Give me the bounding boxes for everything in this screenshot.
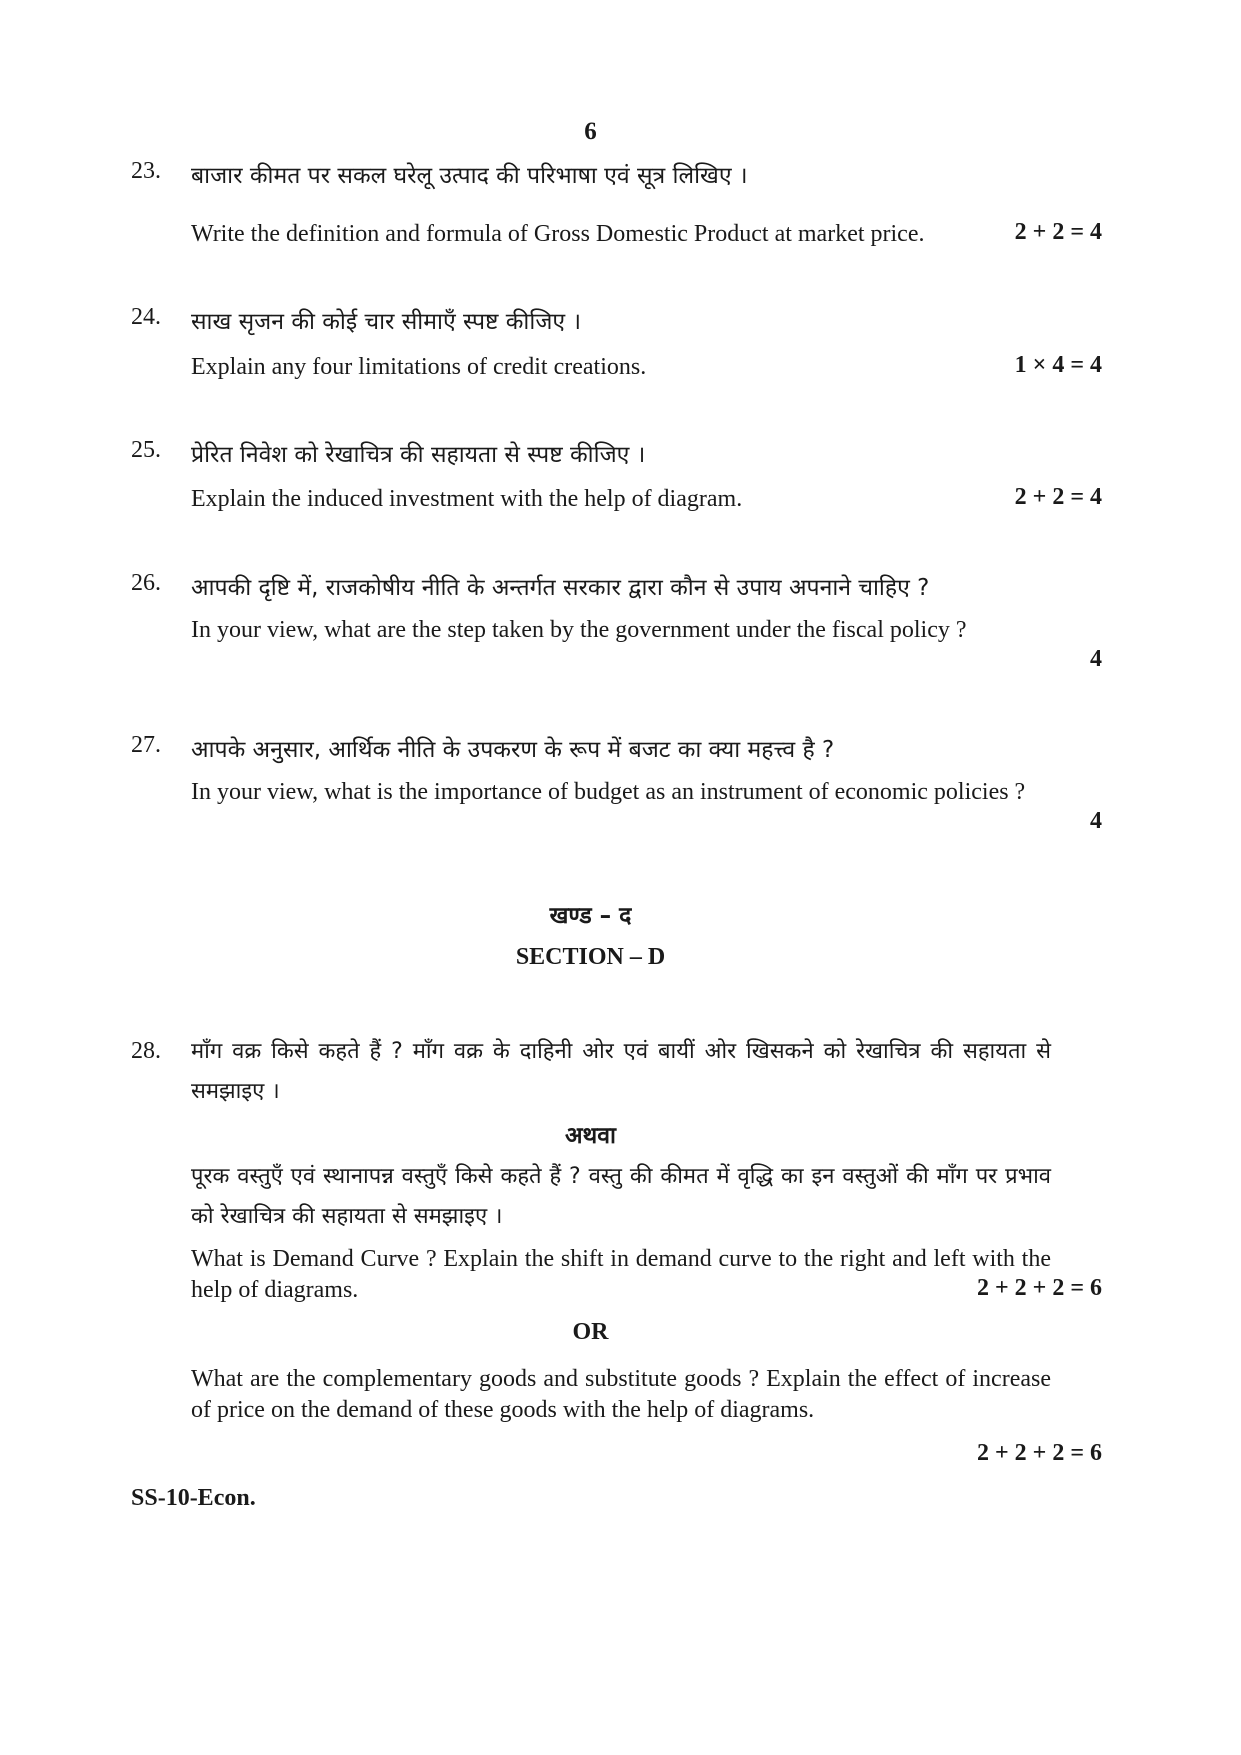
question-number-27: 27. (131, 732, 161, 758)
question-number-24: 24. (131, 304, 161, 330)
paper-code: SS-10-Econ. (131, 1485, 256, 1511)
question-27-english: In your view, what is the importance of budget as an instrument of economic policies ? (191, 779, 1026, 805)
question-23-english: Write the definition and formula of Gross Domestic Product at market price. (191, 221, 925, 247)
page-number: 6 (584, 118, 597, 145)
question-26-marks: 4 (1090, 646, 1102, 672)
question-number-23: 23. (131, 158, 161, 184)
or-label-english: OR (572, 1319, 609, 1345)
question-28-alt-english: What are the complementary goods and substitute goods ? Explain the effect of increase of price on the demand of these goods with the help of diagrams. (191, 1366, 1051, 1423)
question-25-english: Explain the induced investment with the help of diagram. (191, 486, 743, 512)
section-title-english: SECTION – D (515, 944, 666, 970)
question-28-english: What is Demand Curve ? Explain the shift in demand curve to the right and left with the help of diagrams. (191, 1246, 1051, 1303)
question-27-marks: 4 (1090, 808, 1102, 834)
question-25-marks: 2 + 2 = 4 (1014, 484, 1102, 510)
question-number-28: 28. (131, 1038, 161, 1064)
or-label-hindi: अथवा (564, 1123, 616, 1149)
section-title-hindi: खण्ड – द (549, 903, 632, 929)
question-28-marks: 2 + 2 + 2 = 6 (976, 1275, 1102, 1301)
question-24-marks: 1 × 4 = 4 (1014, 352, 1102, 378)
question-number-26: 26. (131, 570, 161, 596)
question-number-25: 25. (131, 437, 161, 463)
question-25-hindi: प्रेरित निवेश को रेखाचित्र की सहायता से स्पष्ट कीजिए । (191, 442, 646, 468)
question-28-hindi: माँग वक्र किसे कहते हैं ? माँग वक्र के दाहिनी ओर एवं बायीं ओर खिसकने को रेखाचित्र की सहायता से समझाइए । (191, 1039, 1051, 1104)
question-23-hindi: बाजार कीमत पर सकल घरेलू उत्पाद की परिभाषा एवं सूत्र लिखिए । (191, 163, 748, 189)
question-26-english: In your view, what are the step taken by the government under the fiscal policy ? (191, 617, 967, 643)
question-26-hindi: आपकी दृष्टि में, राजकोषीय नीति के अन्तर्गत सरकार द्वारा कौन से उपाय अपनाने चाहिए ? (191, 575, 930, 601)
question-27-hindi: आपके अनुसार, आर्थिक नीति के उपकरण के रूप में बजट का क्या महत्त्व है ? (191, 737, 835, 763)
question-23-marks: 2 + 2 = 4 (1014, 219, 1102, 245)
question-28-alt-marks: 2 + 2 + 2 = 6 (976, 1440, 1102, 1466)
question-24-english: Explain any four limitations of credit creations. (191, 354, 647, 380)
question-24-hindi: साख सृजन की कोई चार सीमाएँ स्पष्ट कीजिए । (191, 309, 582, 335)
question-28-alt-hindi: पूरक वस्तुएँ एवं स्थानापन्न वस्तुएँ किसे कहते हैं ? वस्तु की कीमत में वृद्धि का इन वस्तुओं की माँग पर प्रभाव को रेखाचित्र की सहायता से समझाइए । (191, 1164, 1051, 1229)
